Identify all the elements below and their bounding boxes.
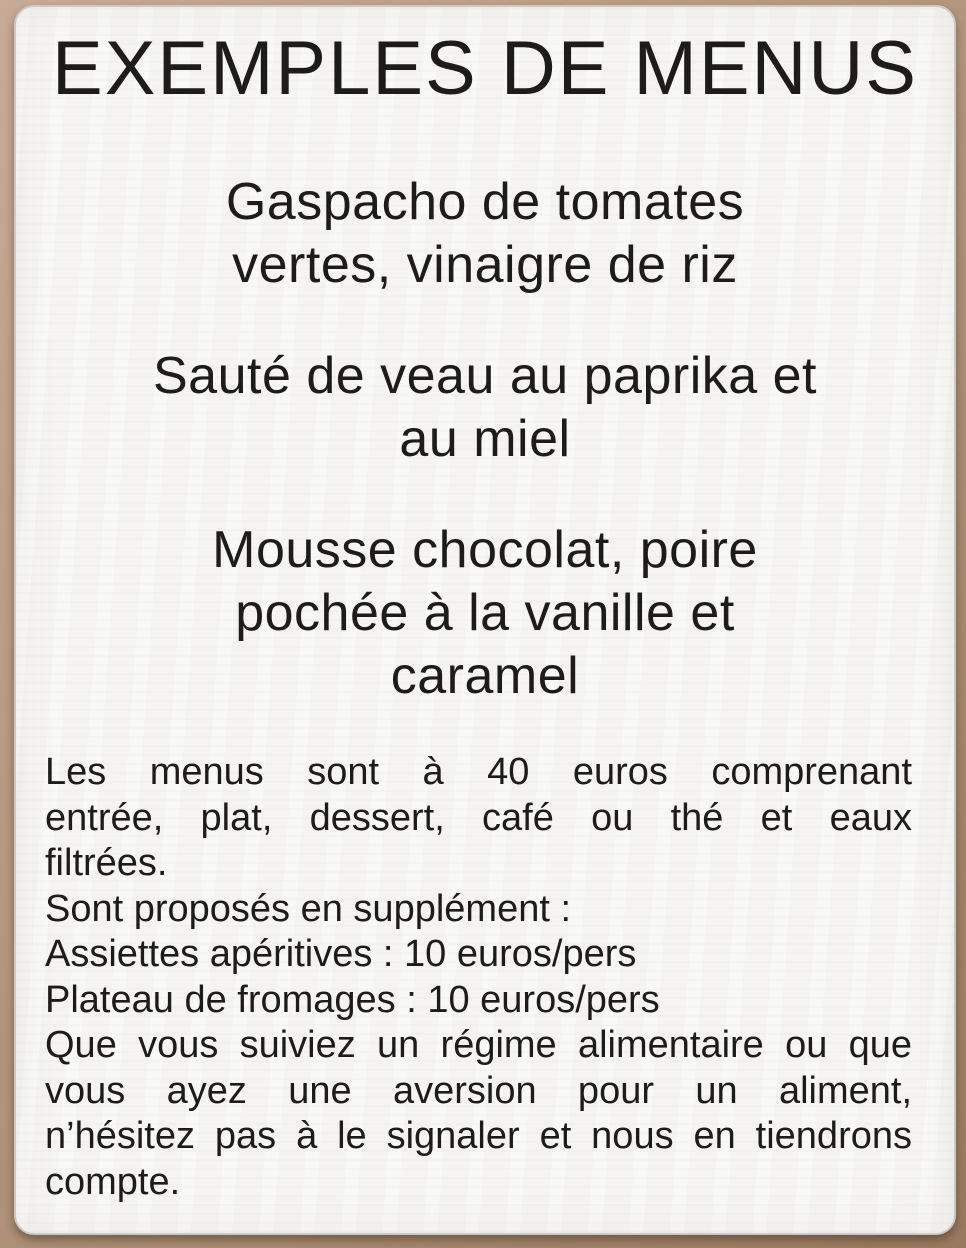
menu-card: [14, 5, 956, 1235]
course-line: vertes, vinaigre de riz: [232, 236, 738, 294]
info-line: vous ayez une aversion pour un aliment,: [45, 1069, 912, 1112]
menu-info: [16, 750, 954, 1205]
info-line: Les menus sont à 40 euros comprenant: [45, 751, 912, 793]
info-line: Sont proposés en supplément :: [45, 887, 572, 930]
info-line: compte.: [45, 1160, 181, 1203]
course-line: pochée à la vanille et: [235, 584, 735, 642]
course-main: [16, 345, 954, 471]
course-line: Gaspacho de tomates: [225, 173, 745, 231]
info-line: entrée, plat, dessert, café ou thé et eaux: [45, 796, 912, 839]
course-line: au miel: [399, 410, 571, 468]
info-line: Que vous suiviez un régime alimentaire ou que: [45, 1024, 912, 1066]
course-line: Sauté de veau au paprika et: [153, 347, 817, 405]
course-dessert: [16, 519, 954, 708]
info-line: filtrées.: [45, 842, 168, 884]
course-starter: [16, 171, 954, 297]
page-title: EXEMPLES DE MENUS: [52, 26, 918, 111]
info-line: Assiettes apéritives : 10 euros/pers: [45, 933, 637, 975]
course-line: caramel: [390, 647, 580, 705]
info-line: Plateau de fromages : 10 euros/pers: [45, 978, 660, 1021]
course-line: Mousse chocolat, poire: [212, 521, 758, 579]
info-line: n’hésitez pas à le signaler et nous en tiendrons: [45, 1115, 912, 1157]
